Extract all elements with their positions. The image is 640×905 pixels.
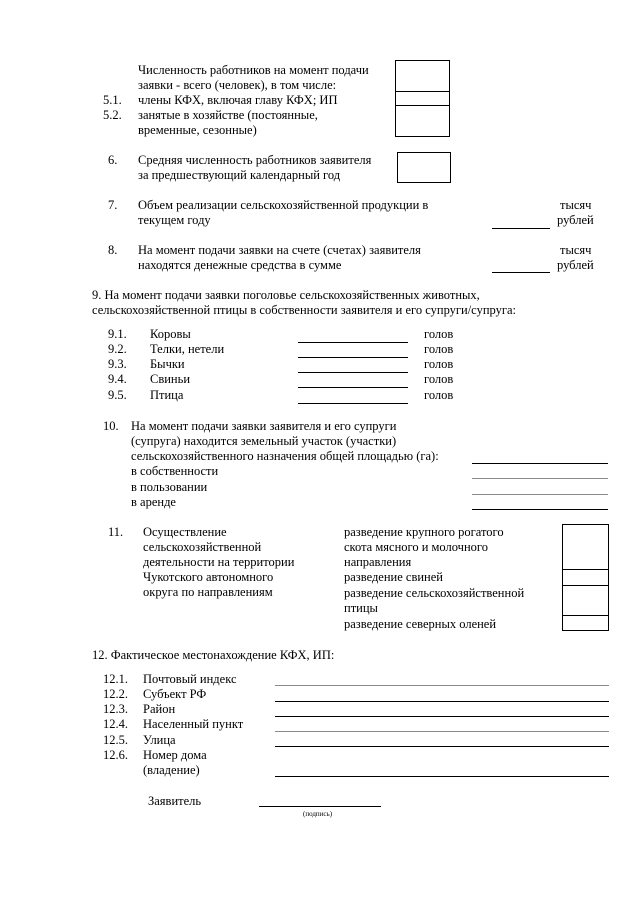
s6-box[interactable] (397, 152, 451, 183)
s6-line2: за предшествующий календарный год (138, 168, 341, 182)
s11-num: 11. (108, 525, 124, 539)
s12-item-label: Субъект РФ (143, 687, 207, 701)
s6-line1: Средняя численность работников заявителя (138, 153, 372, 167)
s11-d3-box[interactable] (562, 585, 609, 616)
s8-line2: находятся денежные средства в сумме (138, 258, 342, 272)
s12-item-num: 12.6. (103, 748, 128, 762)
s8-num: 8. (108, 243, 118, 257)
s9-item-unit: голов (424, 327, 454, 341)
s11-d2: разведение свиней (344, 570, 443, 584)
s9-item-num: 9.3. (108, 357, 127, 371)
s10-line1: На момент подачи заявки заявителя и его супруги (131, 419, 397, 433)
s9-line1: 9. На момент подачи заявки поголовье сельскохозяйственных животных, (92, 288, 480, 302)
s9-item-unit: голов (424, 388, 454, 402)
s7-amount-line[interactable] (492, 228, 550, 229)
s9-item-line[interactable] (298, 342, 408, 343)
s11-left4: Чукотского автономного (143, 570, 274, 584)
s7-unit2: рублей (557, 213, 594, 227)
s11-left2: сельскохозяйственной (143, 540, 262, 554)
signature-line[interactable] (259, 806, 381, 807)
s7-num: 7. (108, 198, 118, 212)
s10-opt3: в аренде (131, 495, 176, 509)
s9-line2: сельскохозяйственной птицы в собственности заявителя и его супруги/супруга: (92, 303, 516, 317)
s12-item-line[interactable] (275, 746, 609, 747)
s5-sub1-text: члены КФХ, включая главу КФХ; ИП (138, 93, 338, 107)
s9-item-label: Телки, нетели (150, 342, 225, 356)
signature-label: Заявитель (148, 794, 202, 808)
s10-opt2-line[interactable] (472, 494, 608, 495)
s5-total-box[interactable] (395, 60, 450, 92)
s9-item-line[interactable] (298, 372, 408, 373)
s12-item-line[interactable] (275, 731, 609, 732)
s9-item-num: 9.4. (108, 372, 127, 386)
s10-opt1-line[interactable] (472, 478, 608, 479)
s12-item6-line2: (владение) (143, 763, 200, 777)
s12-title: 12. Фактическое местонахождение КФХ, ИП: (92, 648, 335, 662)
s10-opt3-line[interactable] (472, 509, 608, 510)
s11-d1-line1: разведение крупного рогатого (344, 525, 504, 539)
s5-line2: заявки - всего (человек), в том числе: (138, 78, 337, 92)
s8-unit1: тысяч (560, 243, 592, 257)
s9-item-unit: голов (424, 342, 454, 356)
s10-opt2: в пользовании (131, 480, 208, 494)
s12-item-line[interactable] (275, 685, 609, 686)
s11-d2-box[interactable] (562, 569, 609, 586)
s7-unit1: тысяч (560, 198, 592, 212)
s10-line2: (супруга) находится земельный участок (участки) (131, 434, 397, 448)
s12-item-line[interactable] (275, 716, 609, 717)
s8-line1: На момент подачи заявки на счете (счетах) заявителя (138, 243, 421, 257)
s9-item-num: 9.1. (108, 327, 127, 341)
s11-d1-line2: скота мясного и молочного (344, 540, 488, 554)
s11-d4: разведение северных оленей (344, 617, 497, 631)
s9-item-label: Птица (150, 388, 184, 402)
s10-line3: сельскохозяйственного назначения общей площадью (га): (131, 449, 439, 463)
s12-item-num: 12.4. (103, 717, 128, 731)
s5-sub2-line2: временные, сезонные) (138, 123, 257, 137)
s12-item-num: 12.2. (103, 687, 128, 701)
s11-left1: Осуществление (143, 525, 227, 539)
s11-d3-line1: разведение сельскохозяйственной (344, 586, 525, 600)
s11-d1-line3: направления (344, 555, 412, 569)
s7-line2: текущем году (138, 213, 211, 227)
s12-item-label: Улица (143, 733, 176, 747)
s11-left3: деятельности на территории (143, 555, 295, 569)
s9-item-label: Бычки (150, 357, 185, 371)
s5-sub1-num: 5.1. (103, 93, 122, 107)
s9-item-unit: голов (424, 372, 454, 386)
s8-unit2: рублей (557, 258, 594, 272)
s12-item-label: Номер дома (143, 748, 207, 762)
s9-item-line[interactable] (298, 403, 408, 404)
s9-item-line[interactable] (298, 387, 408, 388)
s10-opt1: в собственности (131, 464, 219, 478)
s10-num: 10. (103, 419, 119, 433)
s12-item-line[interactable] (275, 701, 609, 702)
s11-left5: округа по направлениям (143, 585, 273, 599)
s9-item-line[interactable] (298, 357, 408, 358)
s11-d1-box[interactable] (562, 524, 609, 570)
s10-total-line[interactable] (472, 463, 608, 464)
s5-sub1-box[interactable] (395, 91, 450, 106)
s7-line1: Объем реализации сельскохозяйственной продукции в (138, 198, 429, 212)
s12-item-num: 12.1. (103, 672, 128, 686)
s9-item-num: 9.2. (108, 342, 127, 356)
s6-num: 6. (108, 153, 118, 167)
s5-line1: Численность работников на момент подачи (138, 63, 369, 77)
s12-item-label: Район (143, 702, 176, 716)
s12-item-num: 12.3. (103, 702, 128, 716)
s12-item-label: Почтовый индекс (143, 672, 237, 686)
signature-caption: (подпись) (303, 810, 333, 818)
s5-sub2-box[interactable] (395, 105, 450, 137)
s9-item-unit: голов (424, 357, 454, 371)
s5-sub2-line1: занятые в хозяйстве (постоянные, (138, 108, 318, 122)
s11-d3-line2: птицы (344, 601, 378, 615)
s12-item-line[interactable] (275, 776, 609, 777)
s9-item-num: 9.5. (108, 388, 127, 402)
s12-item-label: Населенный пункт (143, 717, 244, 731)
s9-item-label: Коровы (150, 327, 191, 341)
s8-amount-line[interactable] (492, 272, 550, 273)
s9-item-label: Свиньи (150, 372, 191, 386)
s5-sub2-num: 5.2. (103, 108, 122, 122)
s11-d4-box[interactable] (562, 615, 609, 631)
s12-item-num: 12.5. (103, 733, 128, 747)
